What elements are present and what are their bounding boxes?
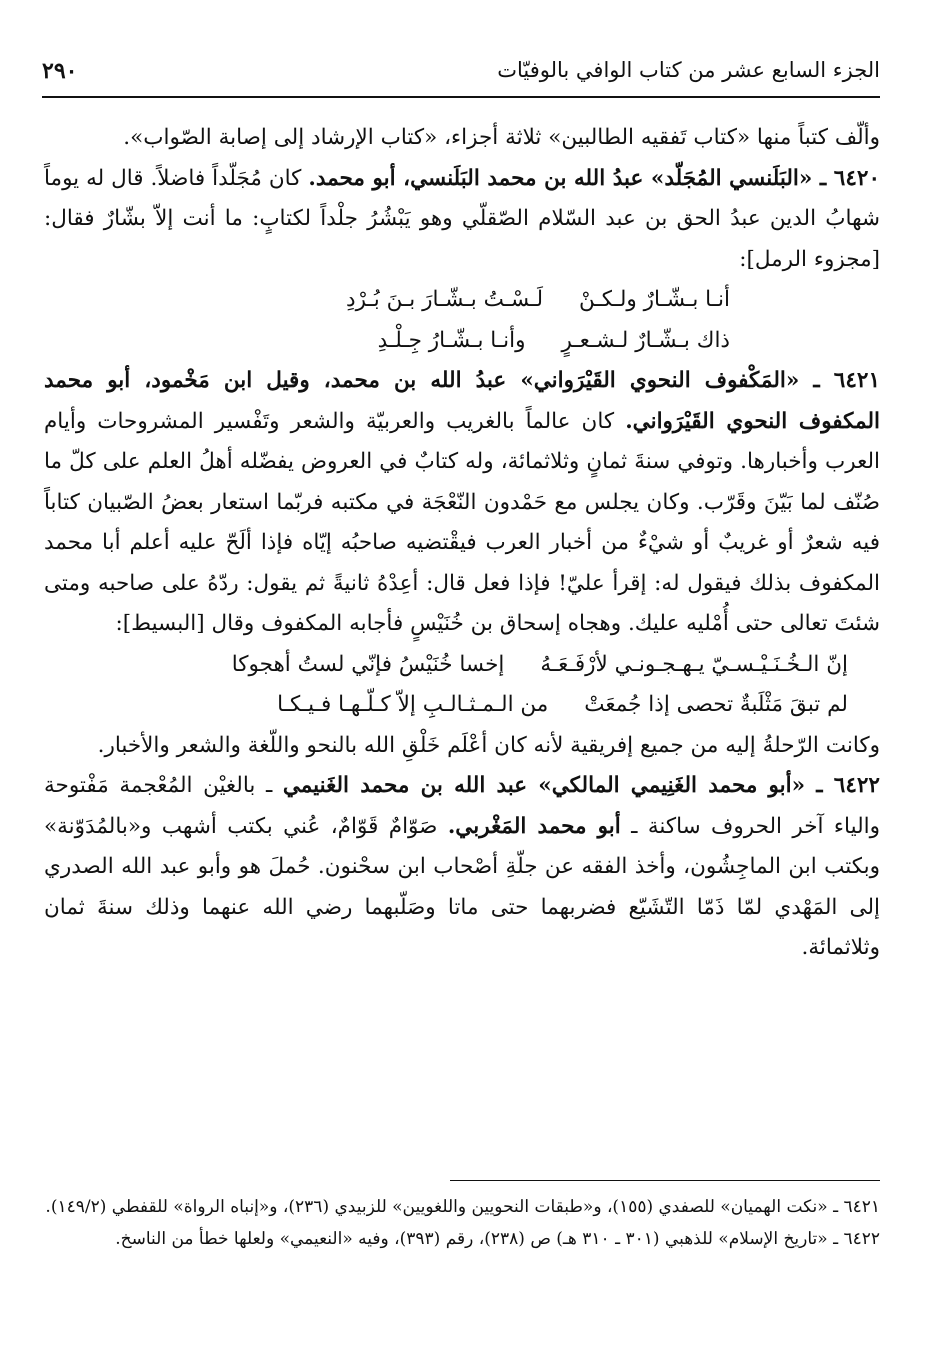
entry-6421-conclusion-text: وكانت الرّحلةُ إليه من جميع إفريقية لأنه كان أعْلَم خَلْقِ الله بالنحو واللّغة والشعر والأخبار. <box>97 732 880 758</box>
verse-block-2 <box>44 645 880 726</box>
verse-block-1 <box>44 280 880 361</box>
entry-6421-text: كان عالماً بالغريب والعربيّة والشعر وتَفْسير المشروحات وأيام العرب وأخبارها. وتوفي سنةَ ثمانٍ وثلاثمائة، وله كتابٌ في العروض يفضّله أهلُ العلم على كلّ ما صُنّف لما بَيّنَ وقَرّب. وكان يجلس مع حَمْدون النّعْجَة في مكتبه فربّما استعار بعضُ الصّبيان كتاباً فيه شعرٌ أو غريبٌ أو شيْءٌ من أخبار العرب فيقْتضيه صاحبُه إيّاه فإذا ألَحّ عليه أعلم أبا محمد المكفوف بذلك فيقول له: إقرأ عليّ! فإذا فعل قال: أعِدْهُ ثانيةً ثم يقول: ردّهُ على صاحبه ومتى شئتَ تعالى حتى أُمْليه عليك. وهجاه إسحاق بن خُنَيْسٍ فأجابه المكفوف وقال [البسيط]: <box>44 408 880 636</box>
paragraph-intro-text: وألّف كتباً منها «كتاب تَفقيه الطالبين» ثلاثة أجزاء، «كتاب الإرشاد إلى إصابة الصّواب». <box>123 125 880 150</box>
entry-6422-kunya: أبو محمد المَغْربي. <box>447 813 621 839</box>
entry-6422 <box>44 766 880 969</box>
footnotes <box>44 1191 880 1255</box>
page-header <box>42 56 880 98</box>
entry-6420-text: كان مُجَلّداً فاضلاً. قال له يوماً شهابُ الدين عبدُ الحق بن عبد السّلام الصّقلّي وهو يَبْشُرُ جلْداً لكتابٍ: ما أنت إلاّ بشّارٌ فقال: [مجزوء الرمل]: <box>44 165 880 272</box>
verse-3-second-hemistich: إخسا خُنَيْسُ فإنّي لستُ أهجوكا <box>231 651 505 677</box>
verse-3-first-hemistich: إنّ الـخُـنَـيْـسـيّ يـهـجـونـي لأرْفَـعَـهُ <box>540 651 848 677</box>
running-title: الجزء السابع عشر من كتاب الوافي بالوفيّات <box>497 58 880 82</box>
verse-line-3 <box>44 645 880 686</box>
verse-4-first-hemistich: لم تبقَ مَثْلَبةٌ تحصى إذا جُمعَتْ <box>584 692 848 717</box>
footnote-divider <box>450 1180 880 1181</box>
entry-6422-note: ـ بالغيْن المُعْجمة مَفْتوحة والياء آخر الحروف ساكنة ـ <box>44 773 880 839</box>
entry-6421-conclusion <box>44 726 880 767</box>
verse-line-1 <box>44 280 880 321</box>
footnote-6421: ٦٤٢١ ـ «نكت الهميان» للصفدي (١٥٥)، و«طبقات النحويين واللغويين» للزبيدي (٢٣٦)، و«إنباه الرواة» للقفطي (١٤٩/٢). <box>45 1197 880 1217</box>
verse-line-2 <box>44 321 880 362</box>
verse-2-first-hemistich: ذاك بـشّـارٌ لـشـعـرٍ <box>561 327 730 353</box>
entry-6422-text: صَوّامٌ قَوّامٌ، عُني بكتب أشهب و«بالمُدَوّنة» وبكتب ابن الماجِشُون، وأخذ الفقه عن جلّةِ أصْحاب ابن سحْنون. حُملَ هو وأبو عبد الله الصدري إلى المَهْدي لمّا ذَمّا التّشَيّع فضربهما حتى ماتا وصَلّبهما رضي الله عنهما وذلك سنةَ ثمان وثلاثمائة. <box>44 813 880 960</box>
page-number: ٢٩٠ <box>42 58 78 84</box>
entry-6421-heading: ٦٤٢١ ـ «المَكْفوف النحوي القَيْرَواني» عبدُ الله بن محمد، وقيل ابن مَخْمود، أبو محمد المكفوف النحوي القَيْرَواني. <box>44 368 881 434</box>
entry-6420-heading: ٦٤٢٠ ـ «البَلَنسي المُجَلّد» عبدُ الله بن محمد البَلَنسي، أبو محمد. <box>308 165 880 191</box>
entry-6420 <box>44 159 880 281</box>
verse-1-second-hemistich: لَـسْـتُ بـشّـارَ بـنَ بُـرْدِ <box>346 287 544 312</box>
paragraph-intro <box>44 118 880 159</box>
verse-1-first-hemistich: أنـا بـشّـارٌ ولـكـنْ <box>579 287 730 312</box>
verse-line-4 <box>44 685 880 726</box>
entry-6421 <box>44 361 880 645</box>
verse-2-second-hemistich: وأنـا بـشّـارُ جِـلْـدِ <box>377 327 526 353</box>
main-text <box>44 118 880 969</box>
entry-6422-heading: ٦٤٢٢ ـ «أبو محمد الغَنِيمي المالكي» عبد الله بن محمد الغَنيمي <box>282 773 880 798</box>
footnote-6422: ٦٤٢٢ ـ «تاريخ الإسلام» للذهبي (٣٠١ ـ ٣١٠ هـ) ص (٢٣٨)، رقم (٣٩٣)، وفيه «النعيمي» ولعلها خطأ من الناسخ. <box>115 1229 880 1249</box>
verse-4-second-hemistich: من الـمـثـالـبِ إلاّ كـلّـهـا فـيـكـا <box>277 692 549 717</box>
